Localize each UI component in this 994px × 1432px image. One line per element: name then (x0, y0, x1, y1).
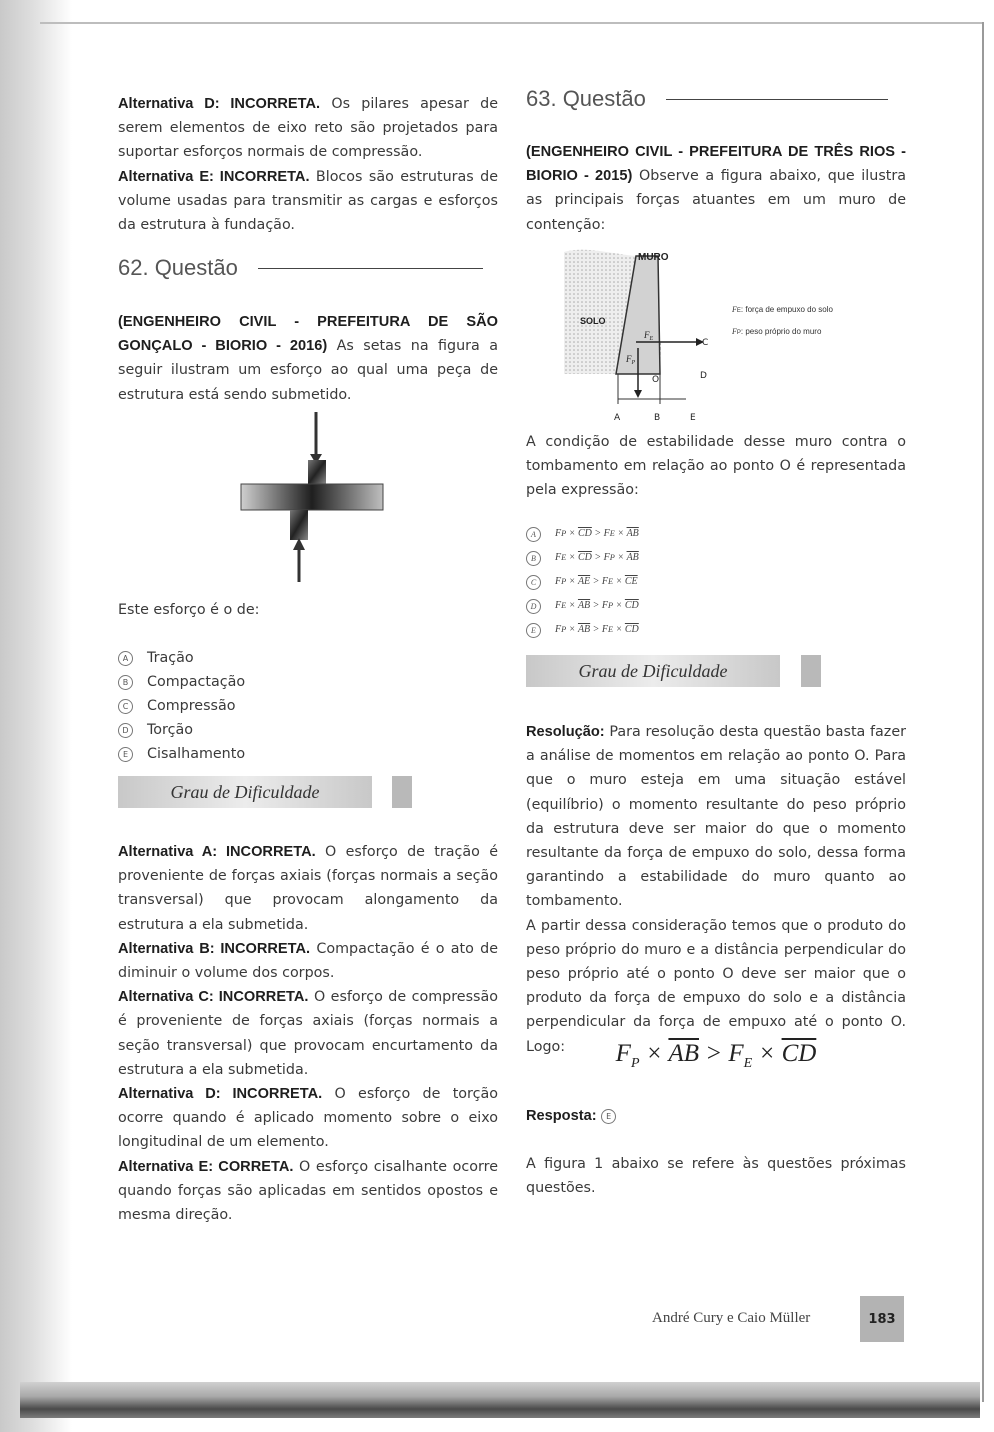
option-d[interactable]: D F E × $\overline{AB}$ > F P × $\overline{CD}$ (526, 594, 906, 618)
answer-e: Alternativa E: CORRETA. O esforço cisalhante ocorre quando forças são aplicadas em sentidos opostos e mesma direção. (118, 1158, 498, 1224)
option-letter-icon: C (118, 699, 133, 714)
answer-line: Resposta: E (526, 1104, 906, 1128)
answer-b: Alternativa B: INCORRETA. Compactação é o ato de diminuir o volume dos corpos. (118, 940, 498, 982)
question-63-options (526, 522, 906, 642)
option-letter-icon: C (526, 575, 541, 590)
option-letter-icon: E (526, 623, 541, 638)
point-d-label: D (700, 371, 707, 381)
option-letter-icon: D (526, 599, 541, 614)
fp-label: $F_P$ (626, 354, 636, 366)
difficulty-bar: Grau de Dificuldade (118, 776, 372, 808)
horizontal-beam (241, 484, 383, 510)
option-letter-icon: E (118, 747, 133, 762)
option-b[interactable]: B Compactação (118, 670, 498, 694)
point-e-label: E (690, 413, 696, 423)
shear-figure (238, 410, 388, 585)
bottom-load-block (290, 510, 308, 540)
option-e[interactable]: E Cisalhamento (118, 742, 498, 766)
option-c[interactable]: C F P × $\overline{AE}$ > F E × $\overline{CE}$ (526, 570, 906, 594)
book-spine-shadow (0, 0, 72, 1432)
option-b[interactable]: B F E × $\overline{CD}$ > F P × $\overline{AB}$ (526, 546, 906, 570)
resolution-paragraph-1: Resolução: Para resolução desta questão basta fazer a análise de momentos em relação ao ponto O. Para que o muro esteja em uma situação estável (equilíbrio) o momento resultante do peso próprio da estrutura deve ser maior do que o momento resultante da força de empuxo do solo, dessa forma garantindo a estabilidade do muro quanto ao tombamento. (526, 724, 906, 910)
question-62-heading: 62. Questão (118, 255, 483, 281)
fp-arrow-head (634, 390, 642, 398)
answer-c: Alternativa C: INCORRETA. O esforço de compressão é proveniente de forças axiais (forças normais a seção transversal) que provocam encurtamento da estrutura a ela submetida. (118, 989, 498, 1078)
top-load-block (308, 460, 326, 484)
option-letter-icon: D (118, 723, 133, 738)
page-number: 183 (860, 1296, 904, 1342)
legend-empuxo: FE: força de empuxo do solo (732, 305, 833, 314)
option-c[interactable]: C Compressão (118, 694, 498, 718)
fe-label: $F_E$ (644, 330, 654, 342)
option-a[interactable]: A Tração (118, 646, 498, 670)
muro-label: MURO (638, 252, 669, 263)
legend-peso: FP: peso próprio do muro (732, 327, 822, 336)
difficulty-level-indicator (392, 776, 412, 808)
alternative-d-paragraph: Alternativa D: INCORRETA. Os pilares apesar de serem elementos de eixo reto são projetados para suportar esforços normais de compressão. (118, 96, 498, 161)
point-a-label: A (614, 413, 621, 423)
question-62-answers (118, 840, 498, 1227)
question-63-heading: 63. Questão (526, 86, 888, 112)
option-e[interactable]: E F P × $\overline{AB}$ > F E × $\overline{CD}$ (526, 618, 906, 642)
option-letter-icon: B (118, 675, 133, 690)
left-top-alternatives (118, 92, 498, 237)
option-d[interactable]: D Torção (118, 718, 498, 742)
point-c-label: C (702, 338, 709, 348)
solo-label: SOLO (580, 316, 606, 326)
question-63-resolution (526, 720, 906, 1059)
question-63-intro: (ENGENHEIRO CIVIL - PREFEITURA DE TRÊS RIOS - BIORIO - 2015) Observe a figura abaixo, que ilustra as principais forças atuantes em um muro de contenção: (526, 144, 907, 233)
page-right-edge (982, 22, 984, 1402)
question-63-question: A condição de estabilidade desse muro contra o tombamento em relação ao ponto O é representada pela expressão: (526, 434, 906, 499)
point-o-label: O (652, 375, 660, 385)
footer-authors: André Cury e Caio Müller (652, 1310, 811, 1326)
retaining-wall-figure (556, 244, 896, 424)
stability-formula: $F_P \times \overline{AB} > F_E \times \overline{CD}$ (615, 1040, 817, 1071)
question-62-prompt: Este esforço é o de: (118, 602, 260, 618)
question-62-intro: (ENGENHEIRO CIVIL - PREFEITURA DE SÃO GONÇALO - BIORIO - 2016) As setas na figura a seguir ilustram um esforço ao qual uma peça de estrutura está sendo submetido. (118, 314, 498, 403)
resolution-paragraph-2: A partir dessa consideração temos que o produto do peso próprio do muro e a distância perpendicular do peso próprio até o ponto O deve ser maior que o produto da força de empuxo do solo e a distância perpendicular da força de empuxo até o ponto O. Logo: (526, 917, 906, 1055)
answer-d: Alternativa D: INCORRETA. O esforço de torção ocorre quando é aplicado momento sobre o eixo longitudinal de um elemento. (118, 1086, 498, 1151)
option-letter-icon: A (526, 527, 541, 542)
heading-rule (258, 268, 483, 269)
heading-rule (666, 99, 888, 100)
difficulty-bar: Grau de Dificuldade (526, 655, 780, 687)
alternative-e-paragraph: Alternativa E: INCORRETA. Blocos são estruturas de volume usadas para transmitir as cargas e esforços da estrutura à fundação. (118, 168, 498, 234)
option-a[interactable]: A F P × $\overline{CD}$ > F E × $\overline{AB}$ (526, 522, 906, 546)
option-letter-icon: B (526, 551, 541, 566)
point-b-label: B (654, 413, 661, 423)
closing-note: A figura 1 abaixo se refere às questões próximas questões. (526, 1156, 906, 1197)
question-62-options (118, 646, 498, 766)
answer-a: Alternativa A: INCORRETA. O esforço de tração é proveniente de forças axiais (forças normais a seção transversal) que provocam alongamento da estrutura a ela submetida. (118, 844, 498, 933)
page-bottom-edge (20, 1382, 980, 1418)
answer-letter-icon: E (601, 1109, 616, 1124)
difficulty-level-indicator (801, 655, 821, 687)
option-letter-icon: A (118, 651, 133, 666)
page-top-edge (40, 22, 982, 24)
